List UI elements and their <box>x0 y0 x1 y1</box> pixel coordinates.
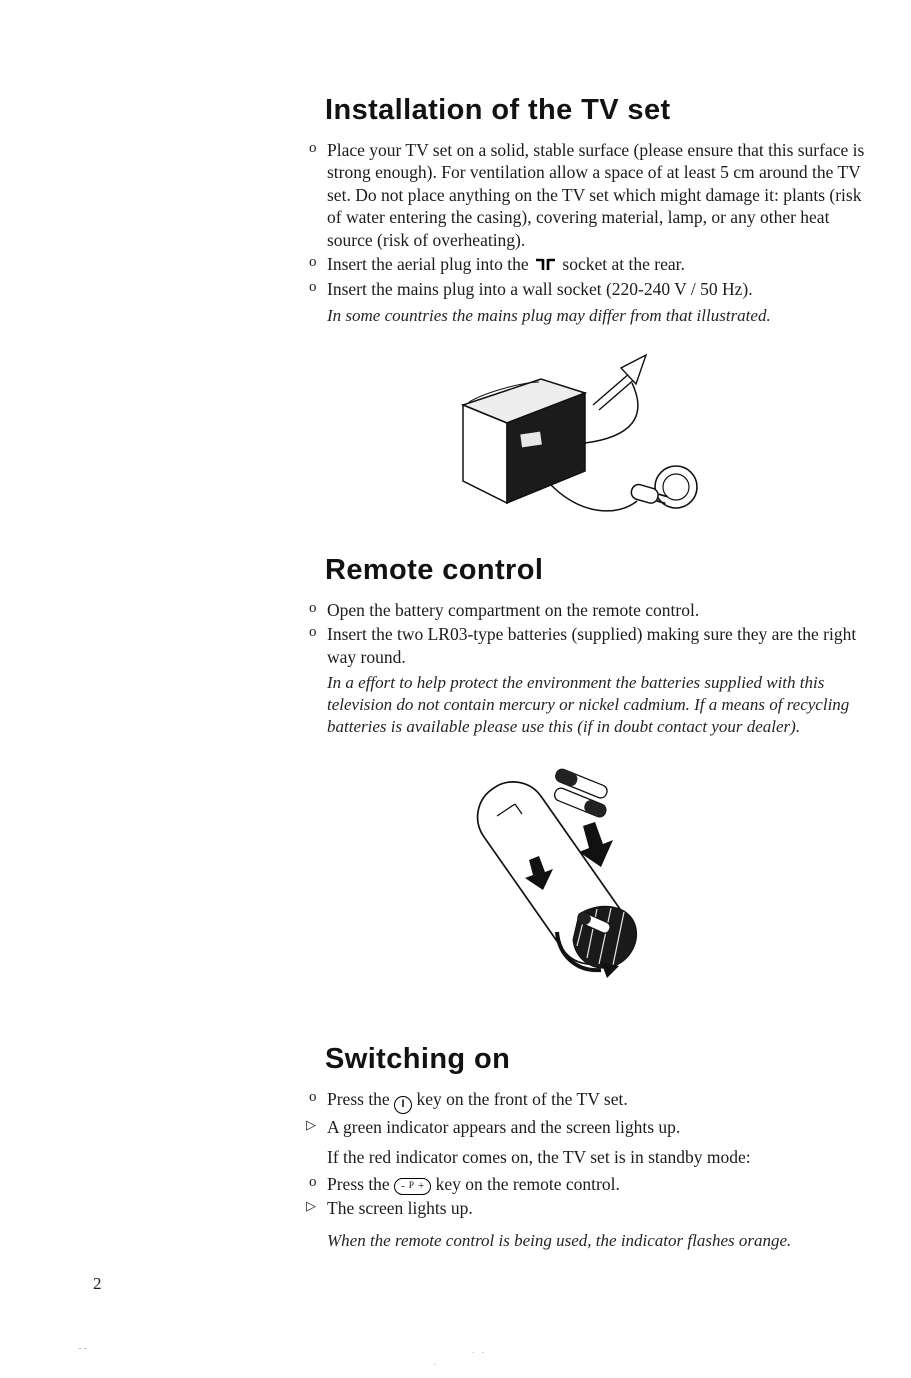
tv-installation-illustration <box>433 343 880 534</box>
program-key-minus: - <box>401 1180 405 1193</box>
result-arrow-icon: ▷ <box>306 1198 316 1214</box>
bullet-marker: o <box>309 253 317 270</box>
remote-step-1-text: Open the battery compartment on the remote control. <box>327 599 700 620</box>
bullet-marker: o <box>309 140 317 156</box>
switching-step-1-post: key on the front of the TV set. <box>416 1089 628 1110</box>
installation-step-3-text: Insert the mains plug into a wall socket (220-240 V / 50 Hz). <box>327 279 753 300</box>
switching-step-1 <box>305 1088 867 1114</box>
section-title-installation: Installation of the TV set <box>325 94 671 126</box>
scan-artifact: -- <box>78 1342 90 1354</box>
bullet-marker: o <box>309 1174 317 1191</box>
remote-step-2-text: Insert the two LR03-type batteries (supplied) making sure they are the right way round. <box>327 624 857 667</box>
program-key-letter: P <box>408 1181 415 1192</box>
switching-step-1-pre: Press the <box>327 1089 390 1110</box>
program-key-plus: + <box>418 1180 425 1193</box>
bullet-marker: o <box>309 624 317 641</box>
switching-step-2 <box>305 1173 867 1195</box>
switching-result-1-text: A green indicator appears and the screen lights up. <box>327 1117 681 1138</box>
installation-step-1-text: Place your TV set on a solid, stable surface (please ensure that this surface is strong enough). For ventilation allow a space of at least 5 cm around the TV set. Do not place anything on the TV set which might damage it: plants (risk of water entering the casing), covering material, lamp, or any other heat source (risk of overheating). <box>327 140 865 250</box>
bullet-marker: o <box>309 279 317 296</box>
switching-note: When the remote control is being used, the indicator flashes orange. <box>327 1230 792 1250</box>
installation-step-1 <box>305 139 867 251</box>
switching-result-1 <box>305 1116 867 1138</box>
remote-step-2 <box>305 623 867 668</box>
installation-note: In some countries the mains plug may differ from that illustrated. <box>327 305 771 325</box>
installation-step-2-pre: Insert the aerial plug into the <box>327 253 529 274</box>
section-title-switching-on: Switching on <box>325 1043 511 1076</box>
power-key-icon <box>394 1096 412 1114</box>
bullet-marker: o <box>309 599 317 616</box>
page-number: 2 <box>93 1274 102 1293</box>
result-arrow-icon: ▷ <box>306 1117 316 1133</box>
remote-note: In a effort to help protect the environment the batteries supplied with this television do not contain mercury or nickel cadmium. If a means of recycling batteries is available please use this (if in doubt contact your dealer). <box>327 673 850 737</box>
installation-step-2 <box>305 253 867 276</box>
installation-step-3 <box>305 278 867 300</box>
scan-artifact: . . <box>472 1344 487 1356</box>
bullet-marker: o <box>309 1089 317 1106</box>
installation-step-2-post: socket at the rear. <box>562 253 685 274</box>
page-content <box>305 0 880 1256</box>
switching-result-2-text: The screen lights up. <box>327 1198 473 1219</box>
aerial-socket-icon <box>535 254 556 276</box>
standby-explanation: If the red indicator comes on, the TV set is in standby mode: <box>327 1146 751 1167</box>
program-key-icon <box>394 1178 431 1195</box>
power-key-label: I <box>401 1098 405 1111</box>
remote-step-1 <box>305 599 867 621</box>
switching-step-2-post: key on the remote control. <box>435 1174 620 1195</box>
remote-battery-illustration <box>431 764 880 997</box>
switching-result-2 <box>305 1197 867 1219</box>
switching-step-2-pre: Press the <box>327 1174 390 1195</box>
section-title-remote-control: Remote control <box>325 553 544 586</box>
scan-artifact: . <box>434 1356 439 1368</box>
